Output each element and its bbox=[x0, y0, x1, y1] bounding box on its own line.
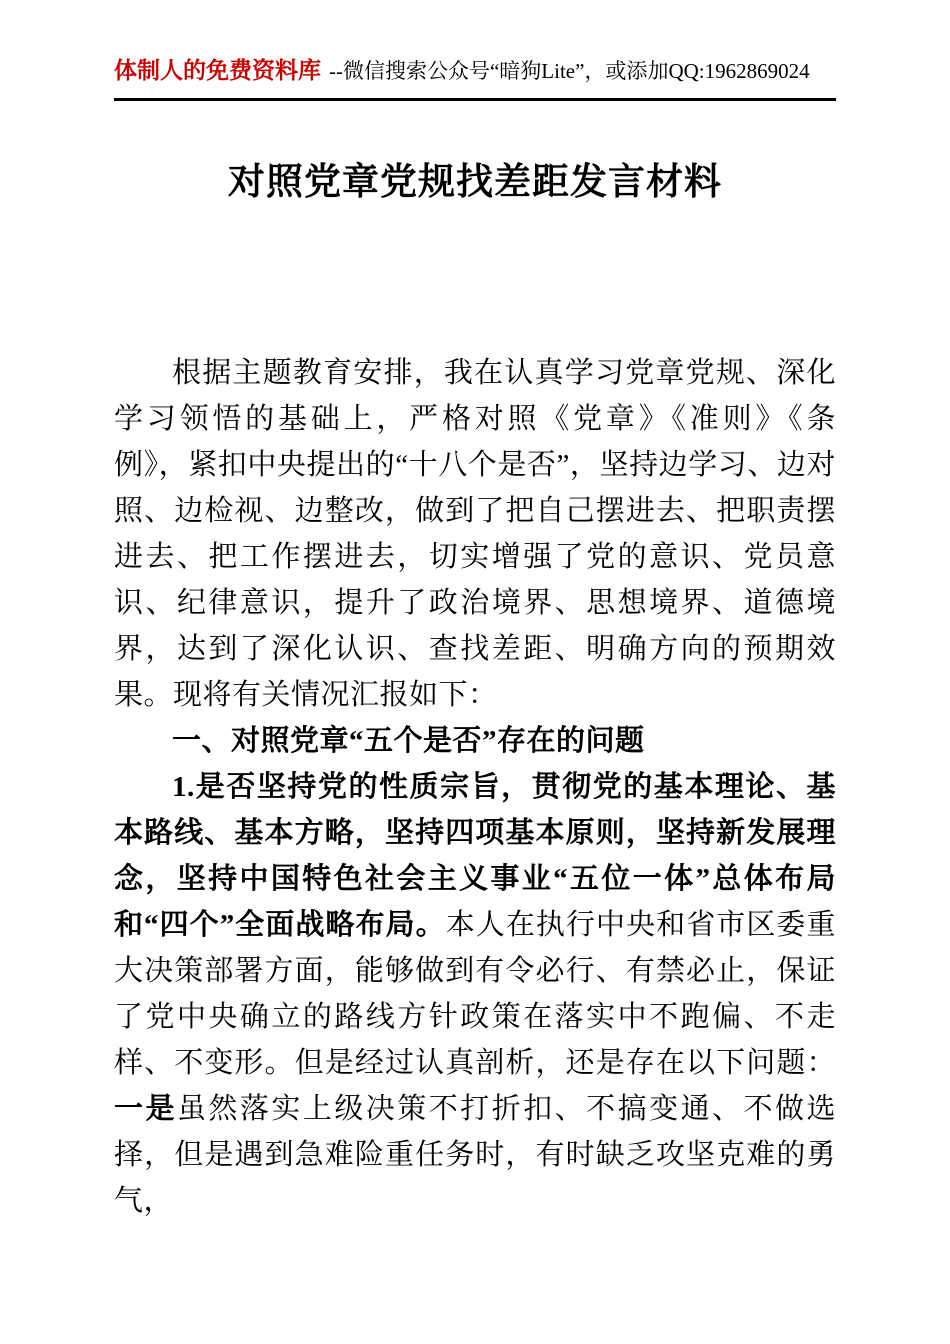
header-note: --微信搜索公众号“暗狗Lite”，或添加QQ:1962869024 bbox=[329, 59, 810, 83]
paragraph-issue-1 bbox=[114, 764, 836, 1224]
document-header bbox=[114, 56, 836, 101]
document-body bbox=[114, 350, 836, 1224]
section-1-heading: 一、对照党章“五个是否”存在的问题 bbox=[172, 725, 645, 757]
header-brand: 体制人的免费资料库 bbox=[114, 58, 321, 83]
document-title: 对照党章党规找差距发言材料 bbox=[228, 162, 722, 203]
run-bold-emphasis: 一是 bbox=[114, 1093, 177, 1125]
paragraph-intro: 根据主题教育安排，我在认真学习党章党规、深化学习领悟的基础上，严格对照《党章》《准则》《条例》，紧扣中央提出的“十八个是否”，坚持边学习、边对照、边检视、边整改，做到了把自己摆进去、把职责摆进去、把工作摆进去，切实增强了党的意识、党员意识、纪律意识，提升了政治境界、思想境界、道德境界，达到了深化认识、查找差距、明确方向的预期效果。现将有关情况汇报如下： bbox=[114, 357, 836, 711]
run-normal-1: 本人在执行中央和省市区委重大决策部署方面，能够做到有令必行、有禁必止，保证了党中央确立的路线方针政策在落实中不跑偏、不走样、不变形。但是经过认真剖析，还是存在以下问题： bbox=[114, 909, 836, 1079]
run-normal-2: 虽然落实上级决策不打折扣、不搞变通、不做选择，但是遇到急难险重任务时，有时缺乏攻坚克难的勇气， bbox=[114, 1093, 836, 1217]
run-bold-lead: 1.是否坚持党的性质宗旨，贯彻党的基本理论、基本路线、基本方略，坚持四项基本原则，坚持新发展理念，坚持中国特色社会主义事业“五位一体”总体布局和“四个”全面战略布局。 bbox=[114, 771, 836, 941]
